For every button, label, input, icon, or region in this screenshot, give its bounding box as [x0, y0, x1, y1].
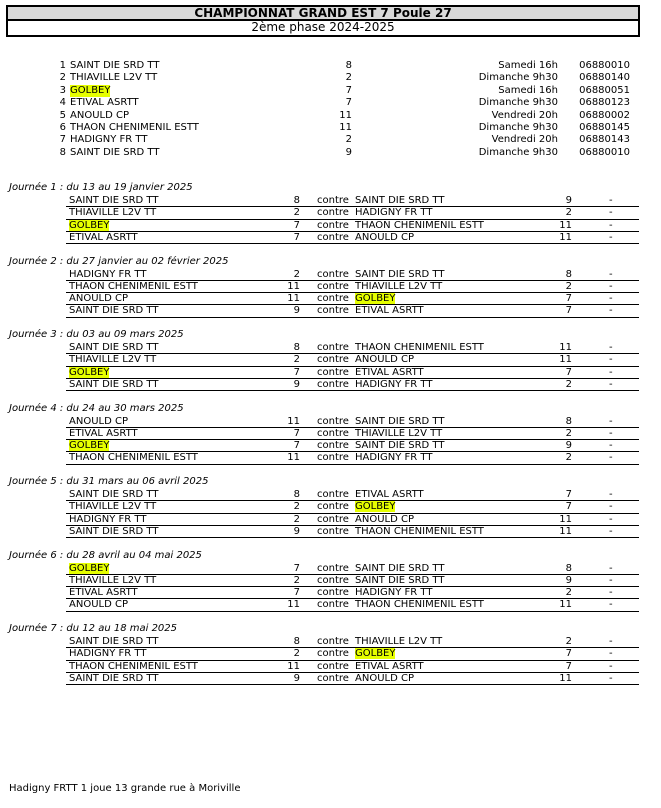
- versus-label: contre: [317, 231, 349, 243]
- standing-code: 06880145: [579, 121, 630, 133]
- match-row: [66, 452, 639, 464]
- versus-label: contre: [317, 366, 349, 378]
- standing-number: 11: [339, 121, 352, 133]
- standing-team: SAINT DIE SRD TT: [70, 146, 160, 158]
- standing-code: 06880002: [579, 109, 630, 121]
- match-row: [66, 661, 639, 673]
- away-team: ANOULD CP: [355, 513, 414, 525]
- home-team: SAINT DIE SRD TT: [69, 525, 159, 537]
- home-team: ANOULD CP: [69, 415, 128, 427]
- standing-day: Dimanche 9h30: [478, 72, 558, 84]
- standing-team: ETIVAL ASRTT: [70, 97, 139, 109]
- home-team: ANOULD CP: [69, 599, 128, 611]
- standing-day: Samedi 16h: [498, 84, 558, 96]
- score-placeholder: -: [609, 648, 613, 660]
- away-number: 2: [565, 427, 572, 439]
- standing-team: ANOULD CP: [70, 109, 129, 121]
- standing-rank: 3: [59, 84, 66, 96]
- standing-day: Samedi 16h: [498, 60, 558, 71]
- score-placeholder: -: [609, 660, 613, 672]
- journee-block: [0, 623, 661, 697]
- score-placeholder: -: [609, 231, 613, 243]
- standing-row: [0, 72, 661, 84]
- away-number: 9: [565, 195, 572, 206]
- away-team: ETIVAL ASRTT: [355, 660, 424, 672]
- away-number: 2: [565, 587, 572, 599]
- match-row: [66, 207, 639, 219]
- versus-label: contre: [317, 268, 349, 280]
- standings-list: [0, 60, 661, 159]
- home-team: SAINT DIE SRD TT: [69, 489, 159, 500]
- home-number: 7: [293, 587, 300, 599]
- home-team: HADIGNY FR TT: [69, 268, 147, 280]
- versus-label: contre: [317, 562, 349, 574]
- versus-label: contre: [317, 574, 349, 586]
- match-row: [66, 636, 639, 648]
- score-placeholder: -: [609, 452, 613, 464]
- standing-rank: 8: [59, 146, 66, 158]
- standing-row: [0, 97, 661, 109]
- away-number: 2: [565, 378, 572, 390]
- home-team: THIAVILLE L2V TT: [69, 574, 157, 586]
- home-number: 7: [293, 231, 300, 243]
- standing-number: 2: [345, 134, 352, 146]
- home-team: SAINT DIE SRD TT: [69, 636, 159, 647]
- away-team: THAON CHENIMENIL ESTT: [355, 525, 484, 537]
- standing-code: 06880123: [579, 97, 630, 109]
- away-number: 7: [565, 648, 572, 660]
- journee-title: Journée 1 : du 13 au 19 janvier 2025: [9, 182, 193, 193]
- schedule: [0, 182, 661, 697]
- match-row: [66, 440, 639, 452]
- standing-code: 06880010: [579, 60, 630, 71]
- home-team: THAON CHENIMENIL ESTT: [69, 280, 198, 292]
- standing-team: SAINT DIE SRD TT: [70, 60, 160, 71]
- home-team: SAINT DIE SRD TT: [69, 195, 159, 206]
- away-team: HADIGNY FR TT: [355, 587, 433, 599]
- score-placeholder: -: [609, 366, 613, 378]
- journee-block: [0, 256, 661, 330]
- home-number: 7: [293, 427, 300, 439]
- standing-number: 11: [339, 109, 352, 121]
- away-number: 7: [565, 305, 572, 317]
- match-row: [66, 354, 639, 366]
- journee-title: Journée 5 : du 31 mars au 06 avril 2025: [9, 476, 209, 487]
- away-team: ANOULD CP: [355, 354, 414, 366]
- away-team: GOLBEY: [355, 648, 396, 660]
- away-number: 11: [559, 354, 572, 366]
- away-team: ETIVAL ASRTT: [355, 366, 424, 378]
- match-row: [66, 379, 639, 391]
- journee-title: Journée 4 : du 24 au 30 mars 2025: [9, 402, 184, 414]
- versus-label: contre: [317, 378, 349, 390]
- away-number: 2: [565, 280, 572, 292]
- home-team: THIAVILLE L2V TT: [69, 207, 157, 219]
- standing-code: 06880010: [579, 146, 630, 158]
- away-number: 11: [559, 219, 572, 231]
- standing-code: 06880140: [579, 72, 630, 84]
- standing-row: [0, 122, 661, 134]
- journee-title: Journée 7 : du 12 au 18 mai 2025: [9, 623, 178, 634]
- away-team: ETIVAL ASRTT: [355, 489, 424, 500]
- away-team: SAINT DIE SRD TT: [355, 415, 445, 427]
- home-team: ETIVAL ASRTT: [69, 231, 138, 243]
- versus-label: contre: [317, 660, 349, 672]
- versus-label: contre: [317, 207, 349, 219]
- home-number: 2: [293, 354, 300, 366]
- versus-label: contre: [317, 219, 349, 231]
- footer-note: Hadigny FRTT 1 joue 13 grande rue à Moriville: [9, 783, 241, 794]
- versus-label: contre: [317, 342, 349, 353]
- away-team: THIAVILLE L2V TT: [355, 427, 443, 439]
- versus-label: contre: [317, 305, 349, 317]
- match-row: [66, 416, 639, 428]
- standing-team: THIAVILLE L2V TT: [70, 72, 158, 84]
- home-number: 11: [287, 599, 300, 611]
- match-row: [66, 232, 639, 244]
- score-placeholder: -: [609, 378, 613, 390]
- away-team: SAINT DIE SRD TT: [355, 574, 445, 586]
- away-team: SAINT DIE SRD TT: [355, 268, 445, 280]
- score-placeholder: -: [609, 574, 613, 586]
- home-number: 11: [287, 293, 300, 305]
- versus-label: contre: [317, 489, 349, 500]
- versus-label: contre: [317, 587, 349, 599]
- home-team: GOLBEY: [69, 440, 110, 452]
- versus-label: contre: [317, 280, 349, 292]
- home-team: ETIVAL ASRTT: [69, 427, 138, 439]
- home-team: HADIGNY FR TT: [69, 513, 147, 525]
- standing-rank: 7: [59, 134, 66, 146]
- score-placeholder: -: [609, 587, 613, 599]
- match-row: [66, 514, 639, 526]
- match-row: [66, 342, 639, 354]
- away-number: 11: [559, 672, 572, 684]
- home-team: GOLBEY: [69, 366, 110, 378]
- away-number: 9: [565, 574, 572, 586]
- standing-row: [0, 110, 661, 122]
- home-number: 7: [293, 562, 300, 574]
- away-team: ETIVAL ASRTT: [355, 305, 424, 317]
- away-number: 8: [565, 268, 572, 280]
- standing-day: Dimanche 9h30: [478, 121, 558, 133]
- match-row: [66, 293, 639, 305]
- home-team: THIAVILLE L2V TT: [69, 501, 157, 513]
- home-team: THAON CHENIMENIL ESTT: [69, 660, 198, 672]
- away-number: 2: [565, 452, 572, 464]
- standing-code: 06880051: [579, 84, 630, 96]
- score-placeholder: -: [609, 342, 613, 353]
- home-number: 8: [293, 342, 300, 353]
- away-number: 2: [565, 636, 572, 647]
- versus-label: contre: [317, 293, 349, 305]
- score-placeholder: -: [609, 525, 613, 537]
- home-team: HADIGNY FR TT: [69, 648, 147, 660]
- home-number: 9: [293, 672, 300, 684]
- away-team: SAINT DIE SRD TT: [355, 440, 445, 452]
- versus-label: contre: [317, 440, 349, 452]
- home-number: 9: [293, 305, 300, 317]
- home-number: 11: [287, 415, 300, 427]
- away-number: 7: [565, 501, 572, 513]
- standing-day: Dimanche 9h30: [478, 146, 558, 158]
- versus-label: contre: [317, 648, 349, 660]
- match-row: [66, 489, 639, 501]
- home-number: 9: [293, 525, 300, 537]
- match-row: [66, 220, 639, 232]
- away-team: HADIGNY FR TT: [355, 207, 433, 219]
- home-number: 7: [293, 440, 300, 452]
- home-team: SAINT DIE SRD TT: [69, 305, 159, 317]
- home-team: ANOULD CP: [69, 293, 128, 305]
- home-number: 2: [293, 207, 300, 219]
- score-placeholder: -: [609, 268, 613, 280]
- versus-label: contre: [317, 636, 349, 647]
- home-number: 2: [293, 268, 300, 280]
- away-number: 7: [565, 660, 572, 672]
- home-number: 7: [293, 366, 300, 378]
- home-number: 7: [293, 219, 300, 231]
- away-team: SAINT DIE SRD TT: [355, 562, 445, 574]
- score-placeholder: -: [609, 305, 613, 317]
- standing-rank: 2: [59, 72, 66, 84]
- standing-number: 7: [345, 84, 352, 96]
- away-team: THAON CHENIMENIL ESTT: [355, 342, 484, 353]
- standing-number: 7: [345, 97, 352, 109]
- journee-block: [0, 182, 661, 256]
- match-row: [66, 501, 639, 513]
- match-row: [66, 648, 639, 660]
- standing-row: [0, 134, 661, 146]
- score-placeholder: -: [609, 427, 613, 439]
- home-number: 8: [293, 489, 300, 500]
- standing-rank: 6: [59, 121, 66, 133]
- standing-row: [0, 60, 661, 72]
- match-row: [66, 195, 639, 207]
- standing-number: 8: [345, 60, 352, 71]
- score-placeholder: -: [609, 195, 613, 206]
- standing-day: Vendredi 20h: [491, 109, 558, 121]
- versus-label: contre: [317, 195, 349, 206]
- journee-title: Journée 2 : du 27 janvier au 02 février 2025: [9, 255, 229, 267]
- home-number: 9: [293, 378, 300, 390]
- versus-label: contre: [317, 354, 349, 366]
- standing-day: Dimanche 9h30: [478, 97, 558, 109]
- match-row: [66, 281, 639, 293]
- away-number: 8: [565, 562, 572, 574]
- match-row: [66, 269, 639, 281]
- score-placeholder: -: [609, 415, 613, 427]
- standing-number: 2: [345, 72, 352, 84]
- home-team: GOLBEY: [69, 219, 110, 231]
- score-placeholder: -: [609, 207, 613, 219]
- away-number: 11: [559, 513, 572, 525]
- score-placeholder: -: [609, 513, 613, 525]
- journee-block: [0, 329, 661, 403]
- versus-label: contre: [317, 599, 349, 611]
- standing-row: [0, 85, 661, 97]
- home-team: SAINT DIE SRD TT: [69, 342, 159, 353]
- match-row: [66, 599, 639, 611]
- score-placeholder: -: [609, 599, 613, 611]
- home-number: 8: [293, 636, 300, 647]
- away-number: 11: [559, 599, 572, 611]
- versus-label: contre: [317, 672, 349, 684]
- home-number: 11: [287, 452, 300, 464]
- match-row: [66, 563, 639, 575]
- match-row: [66, 526, 639, 538]
- score-placeholder: -: [609, 440, 613, 452]
- score-placeholder: -: [609, 489, 613, 500]
- away-team: ANOULD CP: [355, 231, 414, 243]
- versus-label: contre: [317, 452, 349, 464]
- standing-row: [0, 147, 661, 159]
- away-number: 2: [565, 207, 572, 219]
- versus-label: contre: [317, 513, 349, 525]
- journee-title: Journée 3 : du 03 au 09 mars 2025: [9, 329, 184, 340]
- standing-number: 9: [345, 146, 352, 158]
- standing-team: THAON CHENIMENIL ESTT: [70, 121, 199, 133]
- score-placeholder: -: [609, 562, 613, 574]
- home-number: 8: [293, 195, 300, 206]
- home-team: THAON CHENIMENIL ESTT: [69, 452, 198, 464]
- score-placeholder: -: [609, 219, 613, 231]
- home-team: THIAVILLE L2V TT: [69, 354, 157, 366]
- away-number: 11: [559, 342, 572, 353]
- score-placeholder: -: [609, 354, 613, 366]
- standing-rank: 1: [59, 60, 66, 71]
- home-team: SAINT DIE SRD TT: [69, 672, 159, 684]
- away-team: SAINT DIE SRD TT: [355, 195, 445, 206]
- score-placeholder: -: [609, 636, 613, 647]
- away-number: 7: [565, 366, 572, 378]
- away-number: 9: [565, 440, 572, 452]
- journee-block: [0, 550, 661, 624]
- home-number: 2: [293, 501, 300, 513]
- away-team: THAON CHENIMENIL ESTT: [355, 219, 484, 231]
- away-team: ANOULD CP: [355, 672, 414, 684]
- page-title: CHAMPIONNAT GRAND EST 7 Poule 27: [6, 5, 640, 21]
- away-team: THIAVILLE L2V TT: [355, 280, 443, 292]
- match-row: [66, 587, 639, 599]
- score-placeholder: -: [609, 293, 613, 305]
- standing-rank: 4: [59, 97, 66, 109]
- home-team: ETIVAL ASRTT: [69, 587, 138, 599]
- home-number: 2: [293, 648, 300, 660]
- away-number: 8: [565, 415, 572, 427]
- versus-label: contre: [317, 415, 349, 427]
- match-row: [66, 305, 639, 317]
- page-subtitle: 2ème phase 2024-2025: [6, 21, 640, 37]
- standing-team: HADIGNY FR TT: [70, 134, 148, 146]
- home-team: SAINT DIE SRD TT: [69, 378, 159, 390]
- away-team: THAON CHENIMENIL ESTT: [355, 599, 484, 611]
- journee-title: Journée 6 : du 28 avril au 04 mai 2025: [9, 549, 202, 561]
- away-team: HADIGNY FR TT: [355, 452, 433, 464]
- away-number: 11: [559, 231, 572, 243]
- score-placeholder: -: [609, 280, 613, 292]
- standing-day: Vendredi 20h: [491, 134, 558, 146]
- away-number: 7: [565, 489, 572, 500]
- home-team: GOLBEY: [69, 562, 110, 574]
- standing-team: GOLBEY: [70, 84, 111, 96]
- match-row: [66, 428, 639, 440]
- home-number: 2: [293, 574, 300, 586]
- home-number: 11: [287, 660, 300, 672]
- match-row: [66, 367, 639, 379]
- home-number: 11: [287, 280, 300, 292]
- journee-block: [0, 476, 661, 550]
- home-number: 2: [293, 513, 300, 525]
- match-row: [66, 575, 639, 587]
- standing-rank: 5: [59, 109, 66, 121]
- versus-label: contre: [317, 501, 349, 513]
- away-team: THIAVILLE L2V TT: [355, 636, 443, 647]
- versus-label: contre: [317, 525, 349, 537]
- away-team: HADIGNY FR TT: [355, 378, 433, 390]
- away-number: 7: [565, 293, 572, 305]
- score-placeholder: -: [609, 501, 613, 513]
- versus-label: contre: [317, 427, 349, 439]
- away-team: GOLBEY: [355, 501, 396, 513]
- match-row: [66, 673, 639, 685]
- journee-block: [0, 403, 661, 477]
- away-number: 11: [559, 525, 572, 537]
- score-placeholder: -: [609, 672, 613, 684]
- standing-code: 06880143: [579, 134, 630, 146]
- away-team: GOLBEY: [355, 293, 396, 305]
